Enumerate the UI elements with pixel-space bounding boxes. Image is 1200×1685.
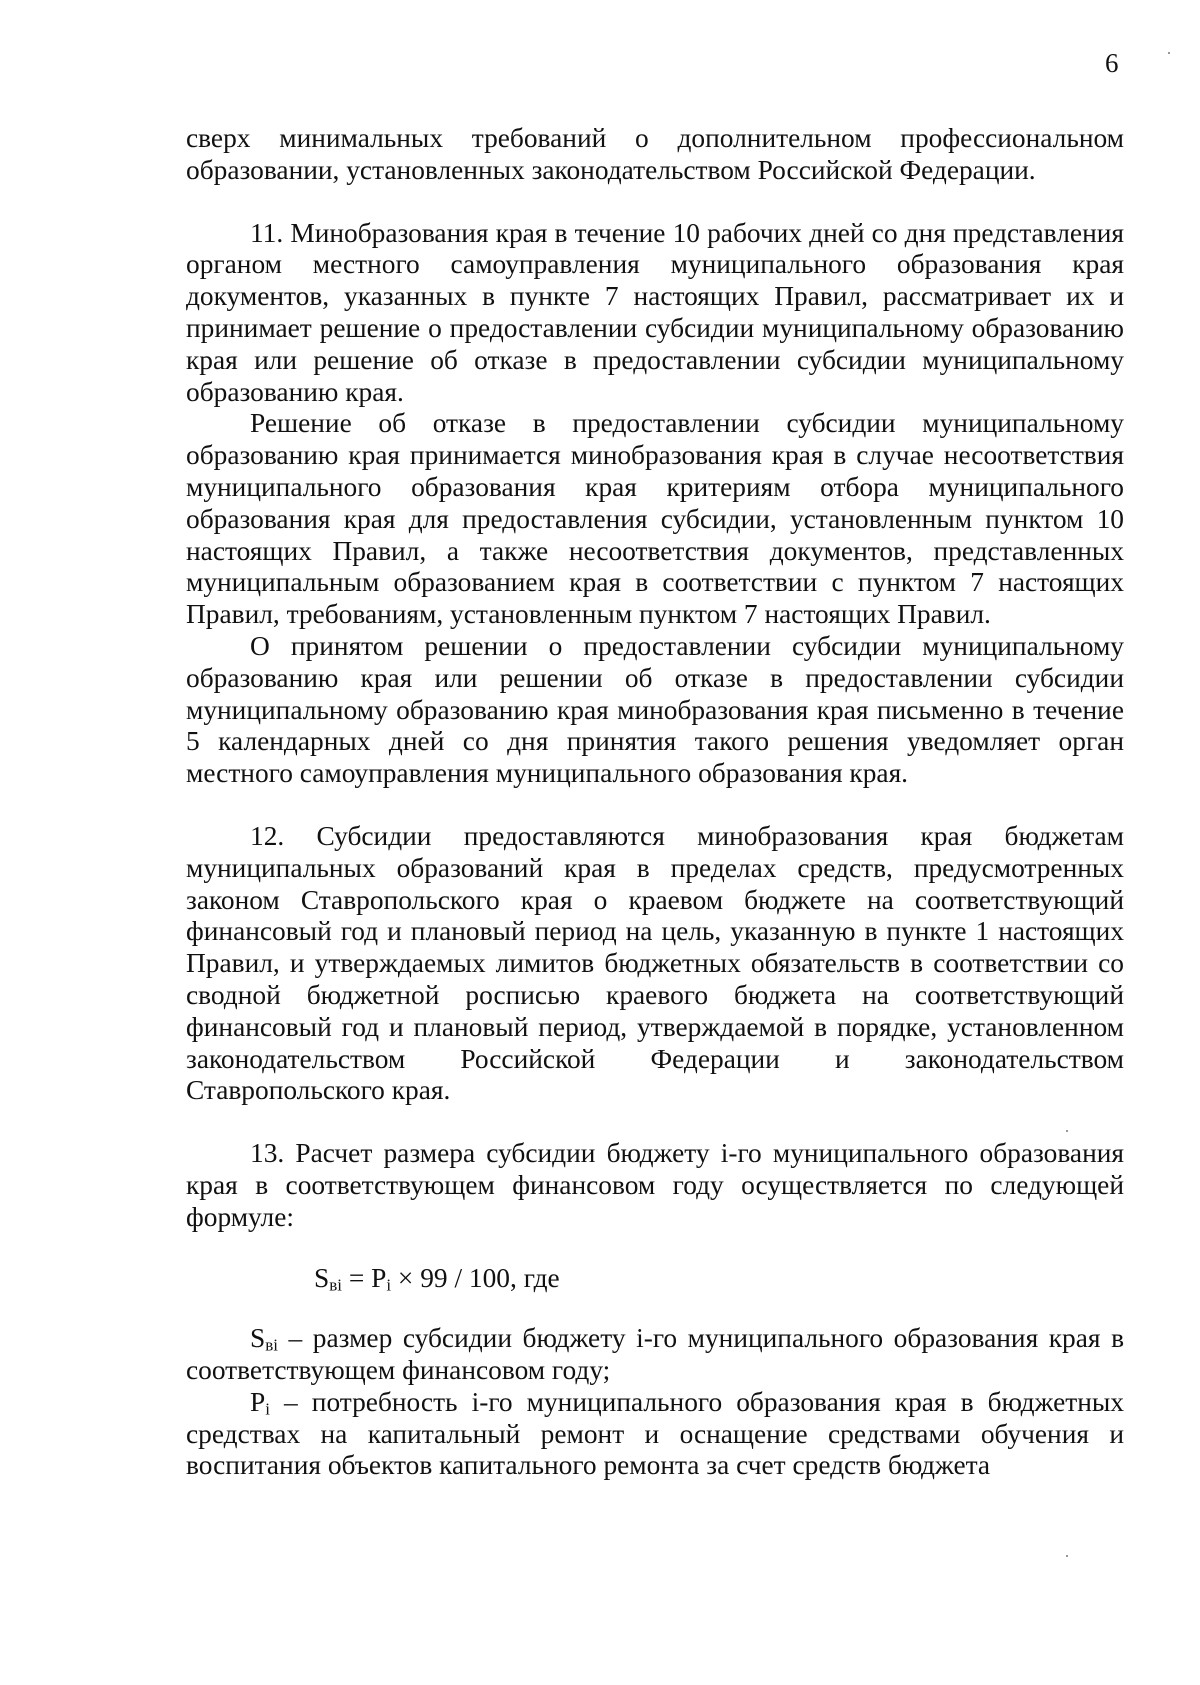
definition-s-text: – размер субсидии бюджету i-го муниципального образования края в соответствующем финансовом году; <box>186 1323 1124 1386</box>
paragraph-11-notification: О принятом решении о предоставлении субсидии муниципальному образованию края или решении об отказе в предоставлении субсидии муниципальному образованию края минобразования края письменно в течение 5 календарных дней со дня принятия такого решения уведомляет орган местного самоуправления муниципального образования края. <box>186 630 1124 789</box>
paragraph-continuation: сверх минимальных требований о дополнительном профессиональном образовании, установленных законодательством Российской Федерации. <box>186 123 1124 185</box>
formula-s-symbol: S <box>314 1262 330 1293</box>
formula-s-subscript: вi <box>329 1274 342 1294</box>
formula-p-subscript: i <box>386 1274 392 1294</box>
definition-p <box>186 1387 1124 1482</box>
formula-p-symbol: P <box>371 1262 387 1293</box>
definition-s-symbol: S <box>250 1323 266 1354</box>
definition-p-text: – потребность i-го муниципального образования края в бюджетных средствах на капитальный ремонт и оснащение средствами обучения и воспитания объектов капитального ремонта за счет средств бюджета <box>186 1386 1124 1481</box>
paragraph-11-refusal: Решение об отказе в предоставлении субсидии муниципальному образованию края принимается минобразования края в случае несоответствия муниципального образования края критериям отбора муниципального образования края для предоставления субсидии, установленным пунктом 10 настоящих Правил, а также несоответствия документов, представленных муниципальным образованием края в соответствии с пунктом 7 настоящих Правил, требованиям, установленным пунктом 7 настоящих Правил. <box>186 408 1124 630</box>
paragraph-13: 13. Расчет размера субсидии бюджету i-го муниципального образования края в соответствующем финансовом году осуществляется по следующей формуле: <box>186 1138 1124 1232</box>
definition-s-subscript: вi <box>265 1335 278 1355</box>
formula <box>186 1263 1124 1295</box>
scan-speck <box>1066 1555 1068 1557</box>
scan-speck <box>1066 1130 1068 1132</box>
formula-rest: × 99 / 100, где <box>391 1262 560 1293</box>
definition-s <box>186 1323 1124 1387</box>
scan-speck <box>1168 52 1170 54</box>
page-number: 6 <box>1105 48 1119 78</box>
definition-p-subscript: i <box>265 1399 270 1419</box>
definition-p-symbol: P <box>250 1386 266 1417</box>
paragraph-11: 11. Минобразования края в течение 10 рабочих дней со дня представления органом местного самоуправления муниципального образования края документов, указанных в пункте 7 настоящих Правил, рассматривает их и принимает решение о предоставлении субсидии муниципальному образованию края или решение об отказе в предоставлении субсидии муниципальному образованию края. <box>186 217 1124 407</box>
paragraph-12: 12. Субсидии предоставляются минобразования края бюджетам муниципальных образований края в пределах средств, предусмотренных законом Ставропольского края о краевом бюджете на соответствующий финансовый год и плановый период на цель, указанную в пункте 1 настоящих Правил, и утверждаемых лимитов бюджетных обязательств в соответствии со сводной бюджетной росписью краевого бюджета на соответствующий финансовый год и плановый период, утверждаемой в порядке, установленном законодательством Российской Федерации и законодательством Ставропольского края. <box>186 820 1124 1106</box>
document-body <box>186 123 1124 1482</box>
formula-equals: = <box>341 1262 372 1293</box>
